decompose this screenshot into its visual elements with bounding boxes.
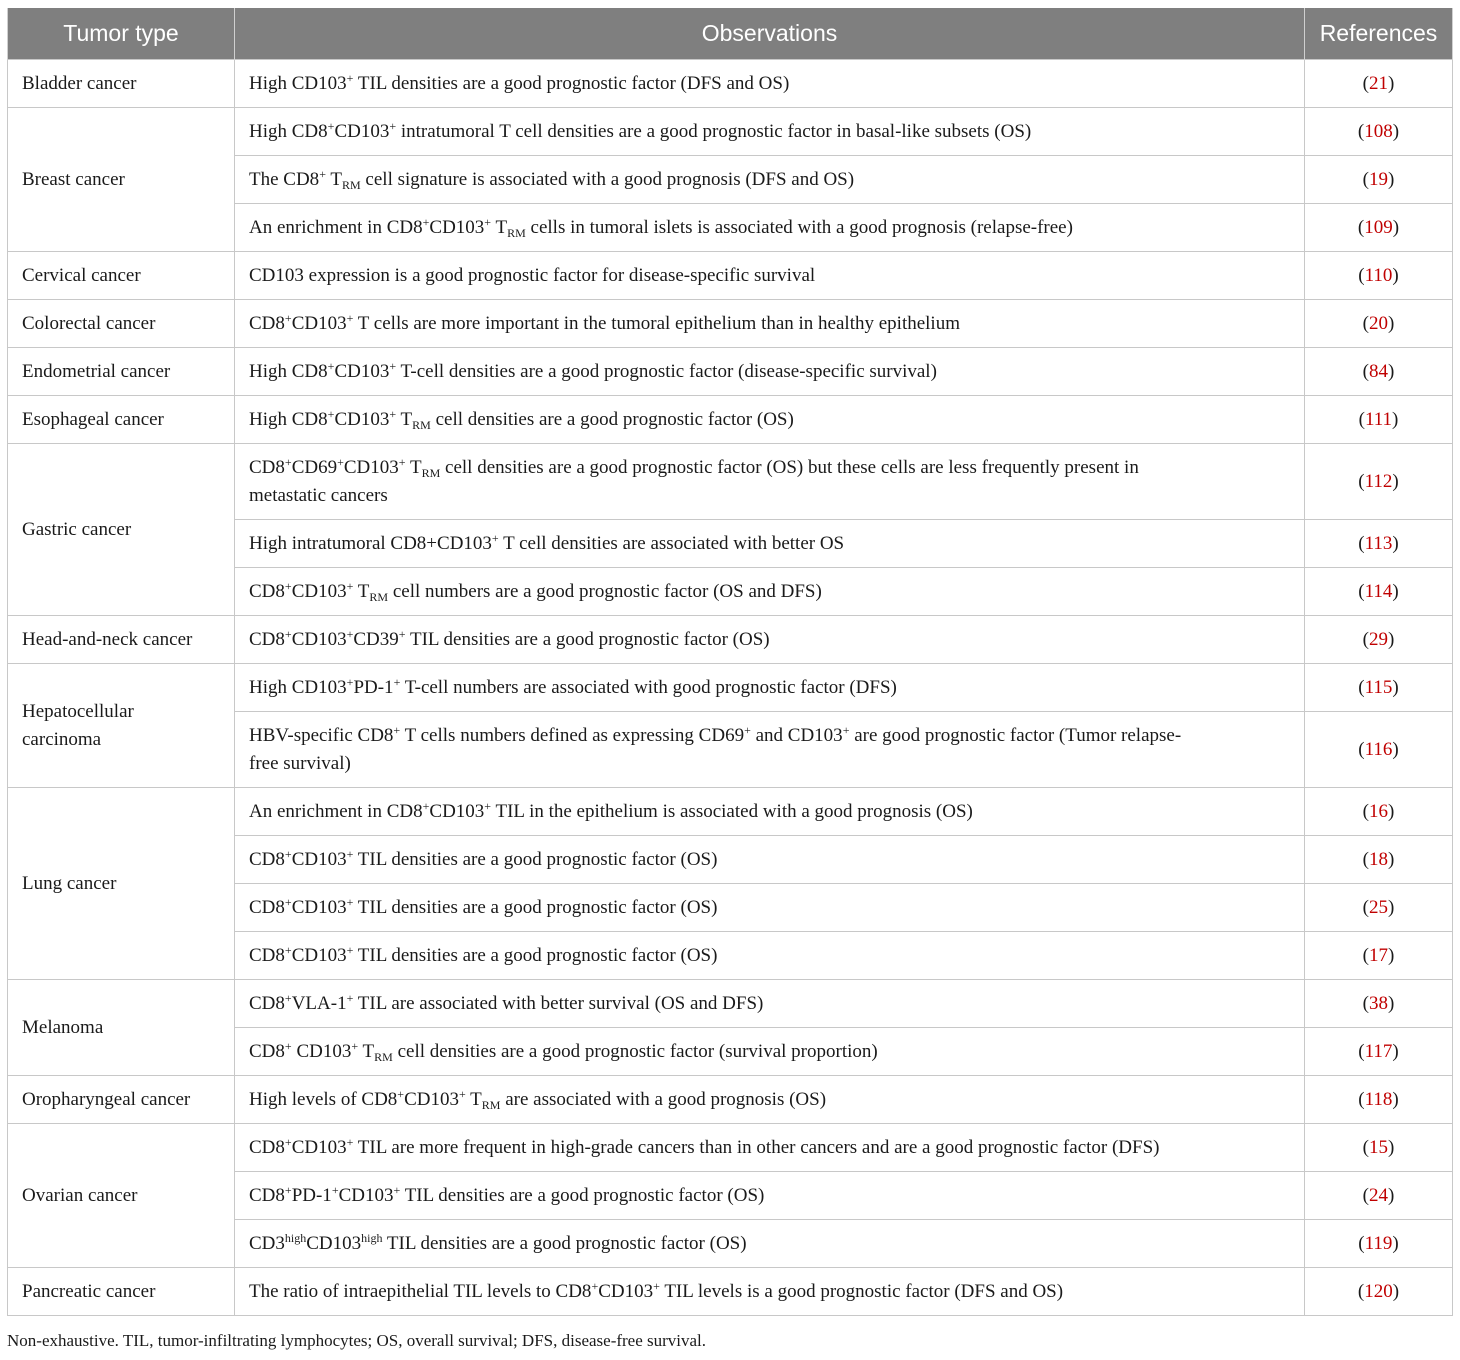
reference-cell: (29): [1305, 616, 1453, 664]
table-row: [8, 788, 1453, 836]
tumor-type-cell: Endometrial cancer: [8, 348, 235, 396]
reference-link[interactable]: 24: [1369, 1184, 1388, 1206]
table-row: [8, 1076, 1453, 1124]
table-row: [8, 444, 1453, 520]
reference-link[interactable]: 110: [1364, 264, 1393, 286]
table-row: [8, 108, 1453, 156]
tumor-type-cell: Lung cancer: [8, 788, 235, 980]
reference-link[interactable]: 115: [1364, 676, 1393, 698]
reference-link[interactable]: 117: [1364, 1040, 1393, 1062]
reference-cell: (21): [1305, 60, 1453, 108]
reference-link[interactable]: 114: [1364, 580, 1393, 602]
observation-cell: CD8+CD103+ $T_{RM}$ cell numbers are a good prognostic factor (OS and DFS): [235, 568, 1305, 616]
reference-cell: (116): [1305, 712, 1453, 788]
table-row: [8, 980, 1453, 1028]
reference-cell: (84): [1305, 348, 1453, 396]
observation-cell: An enrichment in CD8+CD103+ $T_{RM}$ cells in tumoral islets is associated with a good prognosis (relapse-free): [235, 204, 1305, 252]
header-row: [8, 8, 1453, 60]
reference-link[interactable]: 20: [1369, 312, 1388, 334]
reference-cell: (110): [1305, 252, 1453, 300]
observation-cell: CD8+CD103+ TIL densities are a good prognostic factor (OS): [235, 884, 1305, 932]
reference-link[interactable]: 18: [1369, 848, 1388, 870]
reference-cell: (18): [1305, 836, 1453, 884]
tumor-type-cell: Melanoma: [8, 980, 235, 1076]
reference-cell: (20): [1305, 300, 1453, 348]
table-footnote: Non-exhaustive. TIL, tumor-infiltrating lymphocytes; OS, overall survival; DFS, disease-free survival.: [7, 1331, 707, 1350]
reference-cell: (114): [1305, 568, 1453, 616]
observation-cell: HBV-specific CD8+ T cells numbers defined as expressing CD69+ and CD103+ are good prognostic factor (Tumor relapse- free survival): [235, 712, 1305, 788]
observation-cell: CD8+CD103+CD39+ TIL densities are a good prognostic factor (OS): [235, 616, 1305, 664]
observation-cell: High levels of CD8+CD103+ $T_{RM}$ are associated with a good prognosis (OS): [235, 1076, 1305, 1124]
tumor-type-cell: Oropharyngeal cancer: [8, 1076, 235, 1124]
observation-cell: High CD8+CD103+ T-cell densities are a good prognostic factor (disease-specific survival): [235, 348, 1305, 396]
data-table: [7, 8, 1453, 1316]
observation-cell: CD8+ CD103+ $T_{RM}$ cell densities are a good prognostic factor (survival proportion): [235, 1028, 1305, 1076]
reference-link[interactable]: 116: [1364, 738, 1393, 760]
reference-cell: (16): [1305, 788, 1453, 836]
table-row: [8, 60, 1453, 108]
reference-cell: (120): [1305, 1268, 1453, 1316]
observation-cell: CD103 expression is a good prognostic factor for disease-specific survival: [235, 252, 1305, 300]
observation-cell: High CD8+CD103+ $T_{RM}$ cell densities are a good prognostic factor (OS): [235, 396, 1305, 444]
table-row: [8, 396, 1453, 444]
reference-link[interactable]: 113: [1364, 532, 1393, 554]
reference-link[interactable]: 25: [1369, 896, 1388, 918]
reference-link[interactable]: 111: [1364, 408, 1393, 430]
table-row: [8, 664, 1453, 712]
tumor-type-cell: Bladder cancer: [8, 60, 235, 108]
table-row: [8, 616, 1453, 664]
reference-link[interactable]: 109: [1364, 216, 1393, 238]
reference-link[interactable]: 38: [1369, 992, 1388, 1014]
reference-cell: (111): [1305, 396, 1453, 444]
reference-link[interactable]: 120: [1364, 1280, 1393, 1302]
observation-cell: The ratio of intraepithelial TIL levels to CD8+CD103+ TIL levels is a good prognostic factor (DFS and OS): [235, 1268, 1305, 1316]
tumor-type-cell: Esophageal cancer: [8, 396, 235, 444]
reference-cell: (115): [1305, 664, 1453, 712]
tumor-type-cell: Pancreatic cancer: [8, 1268, 235, 1316]
observation-cell: An enrichment in CD8+CD103+ TIL in the epithelium is associated with a good prognosis (OS): [235, 788, 1305, 836]
reference-link[interactable]: 108: [1364, 120, 1393, 142]
tumor-type-cell: Colorectal cancer: [8, 300, 235, 348]
reference-cell: (25): [1305, 884, 1453, 932]
reference-cell: (113): [1305, 520, 1453, 568]
tumor-type-cell: Cervical cancer: [8, 252, 235, 300]
reference-cell: (24): [1305, 1172, 1453, 1220]
observation-cell: CD8+CD69+CD103+ $T_{RM}$ cell densities are a good prognostic factor (OS) but these cells are less frequently present in metastatic cancers: [235, 444, 1305, 520]
tumor-type-cell: Head-and-neck cancer: [8, 616, 235, 664]
table-body: [8, 60, 1453, 1316]
reference-link[interactable]: 118: [1364, 1088, 1393, 1110]
observation-cell: CD8+PD-1+CD103+ TIL densities are a good prognostic factor (OS): [235, 1172, 1305, 1220]
reference-link[interactable]: 119: [1364, 1232, 1393, 1254]
reference-link[interactable]: 112: [1364, 470, 1393, 492]
reference-cell: (109): [1305, 204, 1453, 252]
reference-link[interactable]: 21: [1369, 72, 1388, 94]
reference-link[interactable]: 15: [1369, 1136, 1388, 1158]
header-references: References: [1305, 8, 1453, 60]
reference-cell: (119): [1305, 1220, 1453, 1268]
header-tumor-type: Tumor type: [8, 8, 235, 60]
reference-link[interactable]: 29: [1369, 628, 1388, 650]
reference-cell: (17): [1305, 932, 1453, 980]
reference-cell: (108): [1305, 108, 1453, 156]
reference-cell: (38): [1305, 980, 1453, 1028]
table-row: [8, 252, 1453, 300]
tumor-type-cell: Hepatocellular carcinoma: [8, 664, 235, 788]
reference-cell: (118): [1305, 1076, 1453, 1124]
table-row: [8, 1268, 1453, 1316]
table-header: [8, 8, 1453, 60]
reference-cell: (117): [1305, 1028, 1453, 1076]
table-row: [8, 348, 1453, 396]
reference-link[interactable]: 84: [1369, 360, 1388, 382]
tumor-type-cell: Ovarian cancer: [8, 1124, 235, 1268]
observation-cell: High CD8+CD103+ intratumoral T cell densities are a good prognostic factor in basal-like subsets (OS): [235, 108, 1305, 156]
header-observations: Observations: [235, 8, 1305, 60]
observation-cell: CD8+CD103+ TIL densities are a good prognostic factor (OS): [235, 932, 1305, 980]
table-row: [8, 1124, 1453, 1172]
observation-cell: CD8+CD103+ TIL are more frequent in high-grade cancers than in other cancers and are a good prognostic factor (DFS): [235, 1124, 1305, 1172]
table-container: [7, 8, 1452, 1316]
table-row: [8, 300, 1453, 348]
observation-cell: High intratumoral CD8+CD103+ T cell densities are associated with better OS: [235, 520, 1305, 568]
observation-cell: High CD103+ TIL densities are a good prognostic factor (DFS and OS): [235, 60, 1305, 108]
observation-cell: $CD3^{high}CD103^{high}$ TIL densities are a good prognostic factor (OS): [235, 1220, 1305, 1268]
observation-cell: The CD8+ $T_{RM}$ cell signature is associated with a good prognosis (DFS and OS): [235, 156, 1305, 204]
reference-link[interactable]: 19: [1369, 168, 1388, 190]
tumor-type-cell: Gastric cancer: [8, 444, 235, 616]
reference-cell: (15): [1305, 1124, 1453, 1172]
reference-cell: (112): [1305, 444, 1453, 520]
observation-cell: High CD103+PD-1+ T-cell numbers are associated with good prognostic factor (DFS): [235, 664, 1305, 712]
reference-link[interactable]: 16: [1369, 800, 1388, 822]
reference-link[interactable]: 17: [1369, 944, 1388, 966]
observation-cell: CD8+CD103+ T cells are more important in the tumoral epithelium than in healthy epithelium: [235, 300, 1305, 348]
tumor-type-cell: Breast cancer: [8, 108, 235, 252]
observation-cell: CD8+CD103+ TIL densities are a good prognostic factor (OS): [235, 836, 1305, 884]
reference-cell: (19): [1305, 156, 1453, 204]
observation-cell: CD8+VLA-1+ TIL are associated with better survival (OS and DFS): [235, 980, 1305, 1028]
